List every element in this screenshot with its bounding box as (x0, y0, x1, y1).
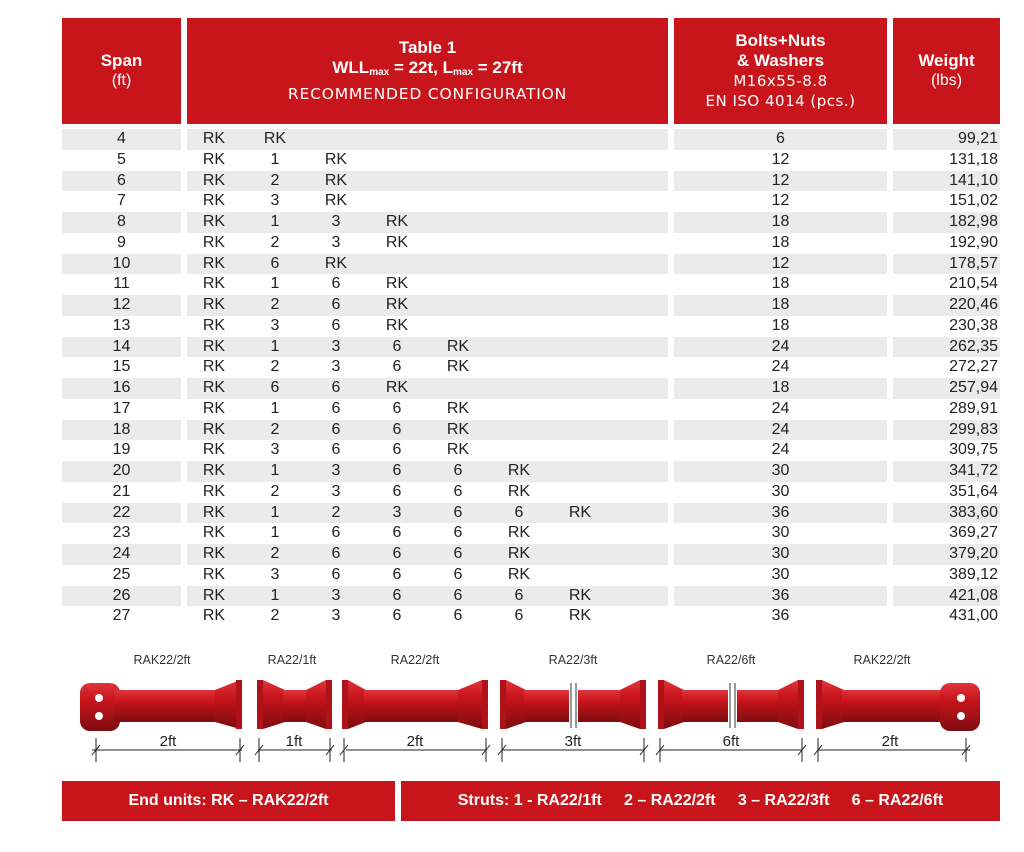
bolts-cell: 6 (776, 130, 785, 147)
config-cell: 2 (270, 420, 280, 438)
config-cell: RK (202, 130, 226, 147)
config-cell: RK (202, 275, 226, 293)
config-cell: 6 (453, 524, 463, 542)
table-row (0, 586, 1024, 607)
config-cell: 6 (392, 545, 402, 562)
strut-1ft (257, 680, 332, 729)
table-row (0, 254, 1024, 275)
table-row (0, 337, 1024, 358)
bolts-cell: 18 (771, 213, 790, 230)
config-cell: 3 (331, 233, 341, 251)
config-cell: RK (507, 565, 531, 583)
config-cell: 6 (392, 420, 402, 438)
config-cell: RK (202, 150, 226, 168)
config-cell: 6 (392, 607, 402, 625)
bolts-cell: 24 (771, 399, 790, 417)
config-cell: 3 (270, 192, 280, 210)
table-row (0, 420, 1024, 441)
strut-2ft (342, 680, 488, 729)
config-cell: 6 (331, 379, 341, 396)
table-row (0, 129, 1024, 150)
span-cell: 12 (112, 296, 131, 313)
span-cell: 20 (112, 462, 131, 479)
config-cell: 1 (270, 213, 280, 230)
config-cell: RK (263, 130, 287, 147)
table-row (0, 233, 1024, 254)
config-cell: 6 (453, 462, 463, 479)
dim-label: 2ft (406, 733, 424, 750)
config-cell: RK (446, 399, 470, 417)
bolts-cell: 12 (771, 171, 790, 189)
config-cell: 3 (392, 503, 402, 521)
config-table (0, 129, 1024, 627)
config-cell: 6 (392, 358, 402, 376)
bolts-cell: 18 (771, 296, 790, 313)
span-cell: 16 (112, 379, 131, 396)
weight-cell: 289,91 (949, 399, 998, 417)
bolts-cell: 30 (771, 524, 790, 542)
weight-cell: 421,08 (949, 586, 998, 604)
config-cell: 6 (331, 296, 341, 313)
table-row (0, 482, 1024, 503)
span-cell: 7 (117, 192, 126, 210)
bolts-cell: 24 (771, 337, 790, 355)
config-cell: 6 (392, 482, 402, 500)
bolts-cell: 36 (771, 586, 790, 604)
config-cell: RK (202, 254, 226, 272)
diagram-label: RA22/1ft (267, 653, 317, 667)
config-cell: 2 (331, 503, 341, 521)
table-row (0, 274, 1024, 295)
weight-cell: 131,18 (949, 150, 998, 168)
footer-end-units: End units: RK – RAK22/2ft (62, 781, 395, 821)
dim-label: 3ft (564, 733, 582, 750)
bolts-line4: EN ISO 4014 (pcs.) (705, 92, 856, 110)
span-cell: 9 (117, 233, 126, 251)
config-cell: RK (446, 441, 470, 459)
config-cell: RK (202, 192, 226, 210)
config-cell: 6 (392, 524, 402, 542)
weight-cell: 178,57 (949, 254, 998, 272)
config-cell: RK (202, 482, 226, 500)
bolts-cell: 24 (771, 420, 790, 438)
weight-cell: 230,38 (949, 316, 998, 334)
span-cell: 4 (117, 130, 126, 147)
span-unit: (ft) (111, 72, 132, 89)
end-unit-left (80, 680, 242, 731)
config-cell: RK (568, 586, 592, 604)
header-config (187, 18, 668, 124)
span-cell: 25 (112, 565, 131, 583)
config-cell: RK (202, 379, 226, 396)
config-cell: 3 (331, 482, 341, 500)
config-cell: 6 (331, 420, 341, 438)
span-cell: 26 (112, 586, 131, 604)
config-cell: 6 (453, 607, 463, 625)
weight-cell: 369,27 (949, 524, 998, 542)
span-cell: 11 (113, 275, 130, 293)
dim-label: 6ft (722, 733, 740, 750)
table-row (0, 503, 1024, 524)
config-cell: 2 (270, 482, 280, 500)
config-cell: RK (202, 524, 226, 542)
table-row (0, 544, 1024, 565)
config-cell: RK (202, 171, 226, 189)
config-cell: RK (507, 524, 531, 542)
config-cell: RK (202, 462, 226, 479)
bolts-cell: 18 (771, 233, 790, 251)
diagram-label: RA22/2ft (390, 653, 440, 667)
config-cell: 6 (270, 379, 280, 396)
config-cell: RK (568, 503, 592, 521)
diagram-label: RAK22/2ft (853, 653, 911, 667)
weight-label: Weight (918, 51, 975, 70)
config-cell: RK (568, 607, 592, 625)
config-cell: RK (202, 607, 226, 625)
config-cell: 6 (331, 275, 341, 293)
weight-unit: (lbs) (930, 72, 963, 89)
diagram-label: RA22/3ft (548, 653, 598, 667)
config-cell: 1 (270, 150, 280, 168)
weight-cell: 141,10 (949, 171, 998, 189)
span-cell: 13 (112, 316, 131, 334)
config-cell: RK (507, 462, 531, 479)
table-title: Table 1 (398, 37, 457, 57)
config-cell: 6 (453, 545, 463, 562)
bolts-cell: 30 (771, 545, 790, 562)
span-cell: 8 (117, 213, 126, 230)
table-row (0, 606, 1024, 627)
weight-cell: 99,21 (957, 130, 998, 147)
config-cell: 6 (392, 441, 402, 459)
config-cell: 6 (453, 586, 463, 604)
diagram-label: RAK22/2ft (133, 653, 191, 667)
weight-cell: 220,46 (949, 296, 998, 313)
config-cell: RK (202, 233, 226, 251)
bolts-cell: 36 (771, 503, 790, 521)
bolts-cell: 12 (771, 192, 790, 210)
config-cell: 3 (331, 358, 341, 376)
config-cell: RK (324, 254, 348, 272)
span-cell: 27 (112, 607, 131, 625)
weight-cell: 351,64 (949, 482, 998, 500)
weight-cell: 309,75 (949, 441, 998, 459)
config-cell: 6 (392, 586, 402, 604)
bolts-cell: 12 (771, 254, 790, 272)
table-row (0, 171, 1024, 192)
dim-label: 1ft (285, 733, 303, 750)
strut-6ft (658, 680, 804, 729)
config-cell: RK (202, 420, 226, 438)
table-row (0, 523, 1024, 544)
footer-struts: Struts: 1 - RA22/1ft 2 – RA22/2ft 3 – RA22/3ft 6 – RA22/6ft (401, 781, 1000, 821)
struts-diagram (0, 640, 1024, 780)
weight-cell: 431,00 (949, 607, 998, 625)
config-cell: 6 (331, 399, 341, 417)
header-bolts (674, 18, 887, 124)
end-unit-right (816, 680, 980, 731)
span-cell: 14 (112, 337, 131, 355)
config-cell: 1 (270, 275, 280, 293)
config-cell: 3 (331, 607, 341, 625)
config-cell: 3 (331, 586, 341, 604)
span-cell: 5 (117, 150, 126, 168)
table-row (0, 378, 1024, 399)
config-cell: 1 (270, 586, 280, 604)
weight-cell: 262,35 (949, 337, 998, 355)
config-cell: 6 (453, 503, 463, 521)
span-label: Span (100, 51, 143, 70)
bolts-cell: 30 (771, 482, 790, 500)
dimension-labels (160, 733, 900, 750)
span-cell: 15 (112, 358, 131, 376)
bolts-cell: 18 (771, 379, 790, 396)
config-cell: 1 (270, 503, 280, 521)
config-cell: RK (202, 213, 226, 230)
bolts-cell: 36 (771, 607, 790, 625)
table-row (0, 295, 1024, 316)
header-weight (893, 18, 1000, 124)
span-cell: 24 (112, 545, 131, 562)
config-cell: 2 (270, 296, 280, 313)
table-row (0, 399, 1024, 420)
config-cell: 3 (270, 316, 280, 334)
config-cell: 1 (270, 524, 280, 542)
config-cell: RK (385, 379, 409, 396)
config-cell: 6 (392, 399, 402, 417)
dimension-lines (92, 738, 970, 762)
weight-cell: 341,72 (949, 462, 998, 479)
config-cell: RK (202, 337, 226, 355)
weight-cell: 192,90 (949, 233, 998, 251)
config-cell: RK (324, 150, 348, 168)
table-row (0, 461, 1024, 482)
table-row (0, 150, 1024, 171)
config-cell: 6 (331, 316, 341, 334)
config-cell: 6 (270, 254, 280, 272)
weight-cell: 151,02 (949, 192, 998, 210)
config-cell: 6 (453, 482, 463, 500)
config-cell: 6 (392, 337, 402, 355)
config-cell: 6 (453, 565, 463, 583)
config-cell: RK (385, 233, 409, 251)
config-cell: RK (202, 545, 226, 562)
config-cell: 2 (270, 545, 280, 562)
span-cell: 6 (117, 171, 126, 189)
span-cell: 21 (112, 482, 131, 500)
config-cell: RK (202, 441, 226, 459)
config-cell: RK (324, 171, 348, 189)
config-cell: RK (385, 275, 409, 293)
wll-line: $WLL_{max} = 22t$, $L_{max} = 27ft$ (332, 57, 523, 78)
config-cell: 6 (331, 524, 341, 542)
config-cell: 6 (514, 503, 524, 521)
bolts-cell: 18 (771, 316, 790, 334)
config-cell: 6 (514, 607, 524, 625)
config-cell: 6 (514, 586, 524, 604)
config-cell: 3 (270, 441, 280, 459)
span-cell: 23 (112, 524, 131, 542)
weight-cell: 257,94 (949, 379, 998, 396)
config-cell: 2 (270, 358, 280, 376)
config-cell: RK (385, 316, 409, 334)
config-cell: RK (324, 192, 348, 210)
config-cell: RK (202, 503, 226, 521)
config-cell: RK (385, 213, 409, 230)
config-cell: 6 (392, 462, 402, 479)
bolts-cell: 12 (771, 150, 790, 168)
config-cell: 6 (331, 441, 341, 459)
weight-cell: 299,83 (949, 420, 998, 438)
bolts-cell: 30 (771, 565, 790, 583)
bolts-cell: 24 (771, 358, 790, 376)
config-cell: 6 (392, 565, 402, 583)
config-cell: RK (202, 586, 226, 604)
bolts-cell: 30 (771, 462, 790, 479)
config-cell: RK (446, 337, 470, 355)
config-cell: RK (202, 296, 226, 313)
weight-cell: 383,60 (949, 503, 998, 521)
config-cell: RK (202, 565, 226, 583)
table-row (0, 357, 1024, 378)
weight-cell: 210,54 (949, 275, 998, 293)
config-cell: 3 (270, 565, 280, 583)
config-cell: 2 (270, 171, 280, 189)
weight-cell: 272,27 (949, 358, 998, 376)
span-cell: 18 (112, 420, 131, 438)
weight-cell: 379,20 (949, 545, 998, 562)
strut-3ft (500, 680, 646, 729)
config-cell: RK (385, 296, 409, 313)
weight-cell: 182,98 (949, 213, 998, 230)
bolts-line2: & Washers (736, 51, 825, 70)
config-cell: 2 (270, 233, 280, 251)
config-cell: 6 (331, 565, 341, 583)
config-cell: RK (507, 545, 531, 562)
table-row (0, 316, 1024, 337)
header-span (62, 18, 181, 124)
config-cell: RK (507, 482, 531, 500)
span-cell: 10 (112, 254, 131, 272)
config-cell: RK (202, 358, 226, 376)
config-cell: RK (446, 358, 470, 376)
config-cell: 1 (270, 462, 280, 479)
span-cell: 22 (112, 503, 131, 521)
dim-label: 2ft (881, 733, 899, 750)
span-cell: 19 (112, 441, 131, 459)
config-cell: RK (202, 399, 226, 417)
bolts-cell: 18 (771, 275, 790, 293)
weight-cell: 389,12 (949, 565, 998, 583)
config-cell: 1 (270, 399, 280, 417)
config-label: RECOMMENDED CONFIGURATION (287, 84, 568, 103)
bolts-cell: 24 (771, 441, 790, 459)
config-cell: 1 (270, 337, 280, 355)
config-cell: 2 (270, 607, 280, 625)
span-cell: 17 (112, 399, 131, 417)
diagram-label: RA22/6ft (706, 653, 756, 667)
config-cell: 3 (331, 337, 341, 355)
config-cell: 3 (331, 462, 341, 479)
bolts-line1: Bolts+Nuts (735, 31, 826, 50)
config-cell: 6 (331, 545, 341, 562)
dim-label: 2ft (159, 733, 177, 750)
table-row (0, 191, 1024, 212)
table-row (0, 440, 1024, 461)
table-row (0, 212, 1024, 233)
config-cell: RK (446, 420, 470, 438)
config-cell: RK (202, 316, 226, 334)
config-cell: 3 (331, 213, 341, 230)
table-row (0, 565, 1024, 586)
bolts-line3: M16x55-8.8 (733, 72, 828, 90)
